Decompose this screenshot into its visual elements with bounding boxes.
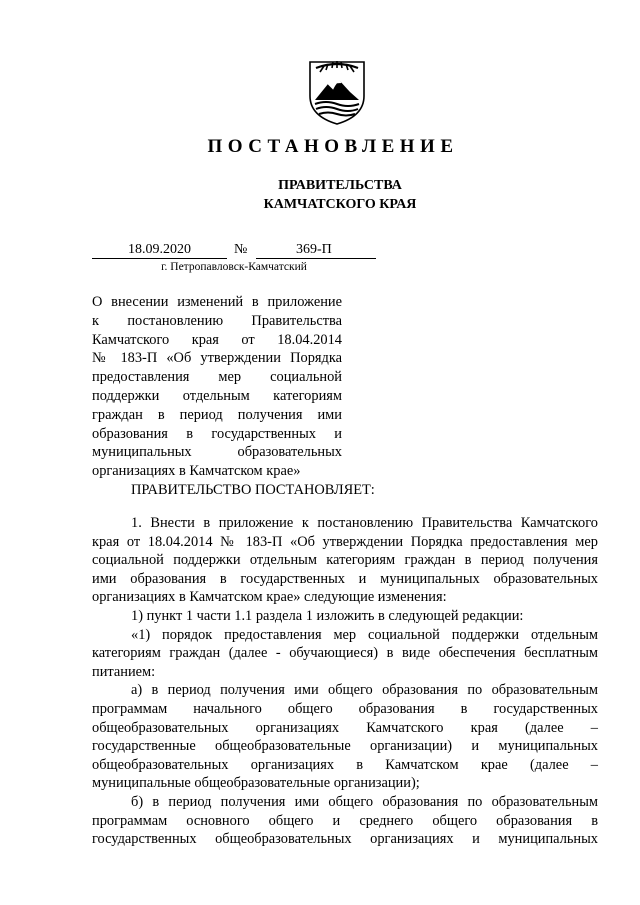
body-line: категориям граждан (далее - обучающиеся) в виде обеспечения бесплатным bbox=[92, 645, 598, 662]
body-line: а) в период получения ими общего образования по образовательным bbox=[131, 682, 598, 699]
body-line: программам начального общего образования в государственных bbox=[92, 700, 598, 717]
date-underline bbox=[92, 258, 227, 259]
issue-city: г. Петропавловск-Камчатский bbox=[161, 261, 307, 273]
document-type-title: ПОСТАНОВЛЕНИЕ bbox=[207, 136, 459, 157]
body-line: края от 18.04.2014 № 183-П «Об утверждении Порядка предоставления мер bbox=[92, 533, 598, 550]
document-date: 18.09.2020 bbox=[128, 242, 191, 257]
coat-of-arms-icon bbox=[306, 56, 368, 126]
body-line: ими образования в государственных и муниципальных образовательных bbox=[92, 570, 598, 587]
document-subject bbox=[92, 293, 342, 481]
subject-line: граждан в период получения ими bbox=[92, 406, 342, 423]
resolution-heading: ПРАВИТЕЛЬСТВО ПОСТАНОВЛЯЕТ: bbox=[131, 482, 375, 498]
subject-line: предоставления мер социальной bbox=[92, 369, 342, 386]
number-underline bbox=[256, 258, 376, 259]
body-line: программам основного общего и среднего общего образования в bbox=[92, 812, 598, 829]
subject-line: О внесении изменений в приложение bbox=[92, 294, 342, 310]
body-line: «1) порядок предоставления мер социальной поддержки отдельным bbox=[131, 626, 598, 643]
subject-line: муниципальных образовательных bbox=[92, 444, 342, 461]
document-number: 369-П bbox=[296, 242, 332, 257]
document-body bbox=[92, 514, 598, 849]
body-line: муниципальные общеобразовательные организации); bbox=[92, 775, 420, 792]
number-sign: № bbox=[234, 242, 248, 257]
subject-line: к постановлению Правительства bbox=[92, 312, 342, 329]
body-line: общеобразовательных организациях в Камчатском крае (далее – bbox=[92, 756, 598, 773]
subject-line: № 183-П «Об утверждении Порядка bbox=[92, 350, 342, 367]
body-line: государственных общеобразовательных организациях и муниципальных bbox=[92, 831, 598, 848]
subject-line: организациях в Камчатском крае» bbox=[92, 463, 301, 480]
organization-line-2: КАМЧАТСКОГО КРАЯ bbox=[263, 197, 417, 212]
body-line: общеобразовательных организациях Камчатского края (далее – bbox=[92, 719, 598, 736]
body-line: государственные общеобразовательные организации) и муниципальных bbox=[92, 738, 598, 755]
body-line: б) в период получения ими общего образования по образовательным bbox=[131, 793, 598, 810]
body-line: организациях в Камчатском крае» следующие изменения: bbox=[92, 589, 447, 606]
body-line: 1) пункт 1 части 1.1 раздела 1 изложить в следующей редакции: bbox=[131, 607, 524, 624]
subject-line: Камчатского края от 18.04.2014 bbox=[92, 331, 342, 348]
body-line: 1. Внести в приложение к постановлению Правительства Камчатского bbox=[131, 515, 598, 531]
body-line: питанием: bbox=[92, 663, 156, 680]
organization-line-1: ПРАВИТЕЛЬСТВА bbox=[278, 178, 402, 193]
subject-line: поддержки отдельным категориям bbox=[92, 387, 342, 404]
subject-line: образования в государственных и bbox=[92, 425, 342, 442]
body-line: социальной поддержки отдельным категориям граждан в период получения bbox=[92, 552, 598, 569]
